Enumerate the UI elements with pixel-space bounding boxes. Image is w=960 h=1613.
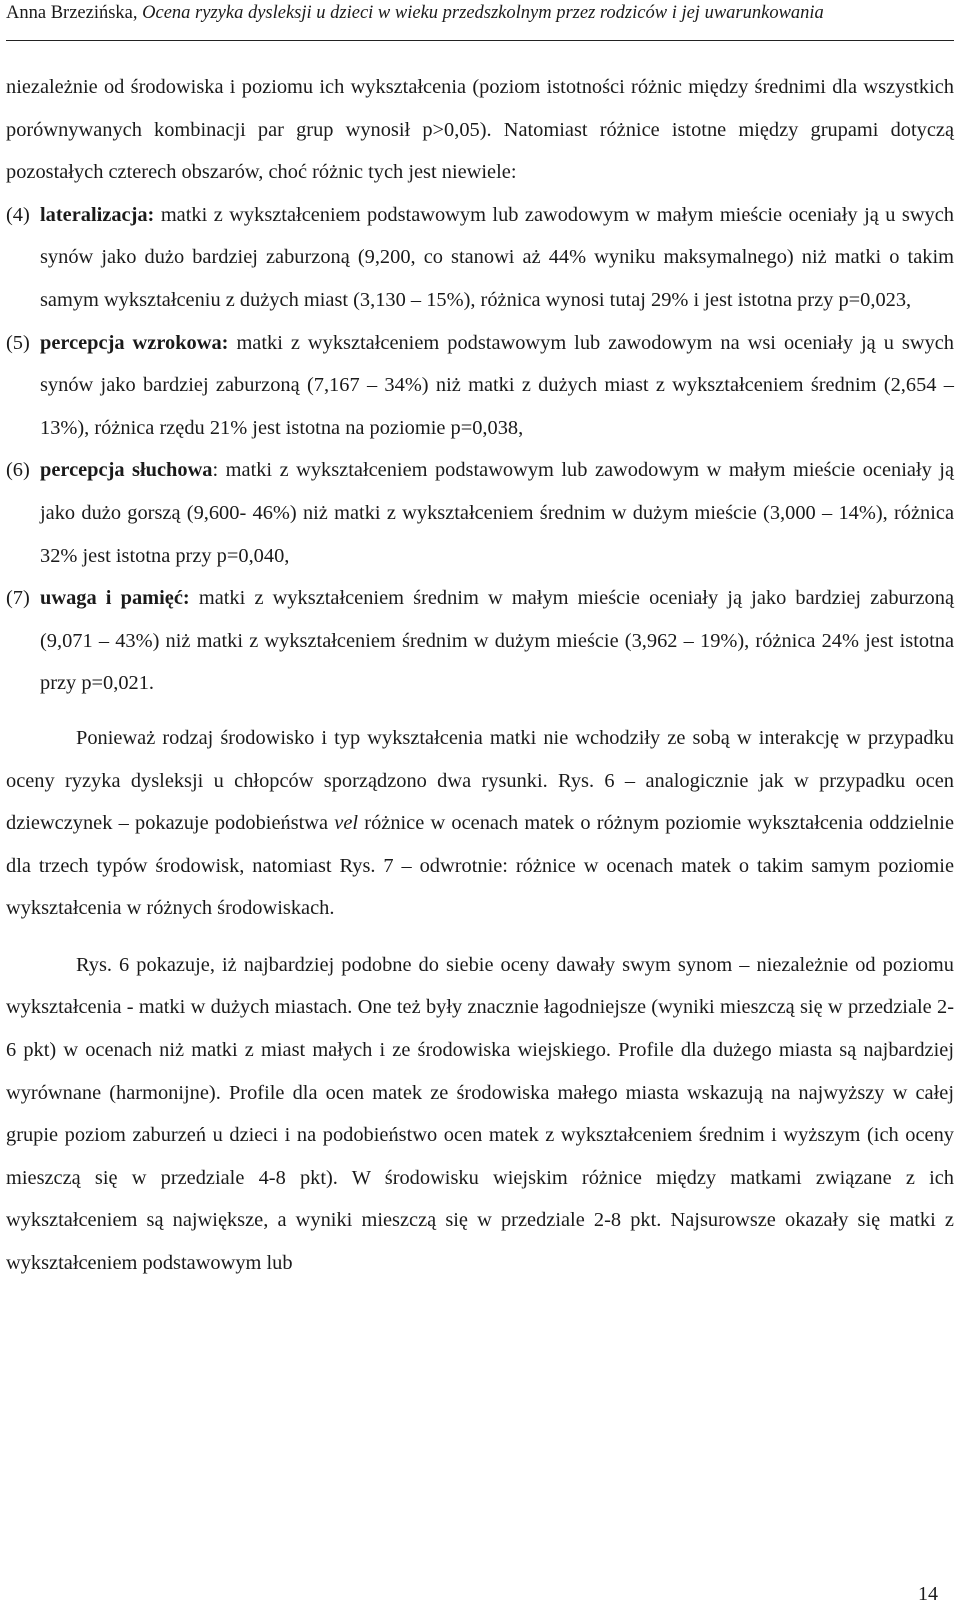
paragraph-italic-word: vel <box>334 812 359 835</box>
list-item-number: (4) <box>6 203 30 226</box>
list-item-term: percepcja słuchowa <box>40 459 213 482</box>
list-item-number: (7) <box>6 587 30 610</box>
list-item-lateralizacja <box>6 194 954 322</box>
header-author: Anna Brzezińska, <box>6 3 143 23</box>
list-item-term: uwaga i pamięć: <box>40 587 190 610</box>
running-header <box>6 0 954 41</box>
list-item-number: (6) <box>6 459 30 482</box>
list-item-number: (5) <box>6 331 30 354</box>
list-item-term: percepcja wzrokowa: <box>40 331 229 354</box>
list-item-text: matki z wykształceniem średnim w małym mieście oceniały ją jako bardziej zaburzoną (9,071 – 43%) niż matki z wykształceniem średnim w dużym mieście (3,962 – 19%), różnica 24% jest istotna przy p=0,021. <box>40 587 954 695</box>
list-item-text: : matki z wykształceniem podstawowym lub zawodowym w małym mieście oceniały ją jako dużo gorszą (9,600- 46%) niż matki z wykształceniem średnim w dużym mieście (3,000 – 14%), różnica 32% jest istotna przy p=0,040, <box>40 459 954 567</box>
list-item-text: matki z wykształceniem podstawowym lub zawodowym na wsi oceniały ją u swych synów jako bardziej zaburzoną (7,167 – 34%) niż matki z dużych miast z wykształceniem średnim (2,654 – 13%), różnica rzędu 21% jest istotna na poziomie p=0,038, <box>40 331 955 439</box>
paragraph-text: różnice w ocenach matek o różnym poziomie wykształcenia oddzielnie dla trzech typów środowisk, natomiast Rys. 7 – odwrotnie: różnice w ocenach matek o takim samym poziomie wykształcenia w różnych środowiskach. <box>6 812 955 920</box>
list-item-text: matki z wykształceniem podstawowym lub zawodowym w małym mieście oceniały ją u swych synów jako dużo bardziej zaburzoną (9,200, co stanowi aż 44% wyniku maksymalnego) niż matki o takim samym wykształceniu z dużych miast (3,130 – 15%), różnica wynosi tutaj 29% i jest istotna przy p=0,023, <box>40 203 954 311</box>
page-number: 14 <box>918 1583 938 1605</box>
page-body <box>6 66 954 1285</box>
paragraph-figures-intro <box>6 717 954 930</box>
list-item-uwaga-i-pamiec <box>6 577 954 705</box>
intro-paragraph: niezależnie od środowiska i poziomu ich wykształcenia (poziom istotności różnic między średnimi dla wszystkich porównywanych kombinacji par grup wynosił p>0,05). Natomiast różnice istotne między grupami dotyczą pozostałych czterech obszarów, choć różnic tych jest niewiele: <box>6 76 954 184</box>
header-title: Ocena ryzyka dysleksji u dzieci w wieku przedszkolnym przez rodziców i jej uwarunkowania <box>142 3 824 23</box>
paragraph-figure-6: Rys. 6 pokazuje, iż najbardziej podobne do siebie oceny dawały swym synom – niezależnie od poziomu wykształcenia - matki w dużych miastach. One też były znacznie łagodniejsze (wyniki mieszczą się w przedziale 2-6 pkt) w ocenach niż matki z miast małych i ze środowiska wiejskiego. Profile dla dużego miasta są najbardziej wyrównane (harmonijne). Profile dla ocen matek ze środowiska małego miasta wskazują na najwyższy w całej grupie poziom zaburzeń u dzieci i na podobieństwo ocen matek z wykształceniem średnim i wyższym (ich oceny mieszczą się w przedziale 4-8 pkt). W środowisku wiejskim różnice między matkami związane z ich wykształceniem są największe, a wyniki mieszczą się w przedziale 2-8 pkt. Najsurowsze okazały się matki z wykształceniem podstawowym lub <box>6 953 954 1275</box>
list-item-percepcja-wzrokowa <box>6 322 954 450</box>
paragraph-text: Ponieważ rodzaj środowisko i typ wykształcenia matki nie wchodziły ze sobą w interakcję w przypadku oceny ryzyka dysleksji u chłopców sporządzono dwa rysunki. Rys. 6 – analogicznie jak w przypadku ocen dziewczynek – pokazuje podobieństwa <box>6 726 954 835</box>
list-item-term: lateralizacja: <box>40 203 155 226</box>
list-item-percepcja-sluchowa <box>6 449 954 577</box>
